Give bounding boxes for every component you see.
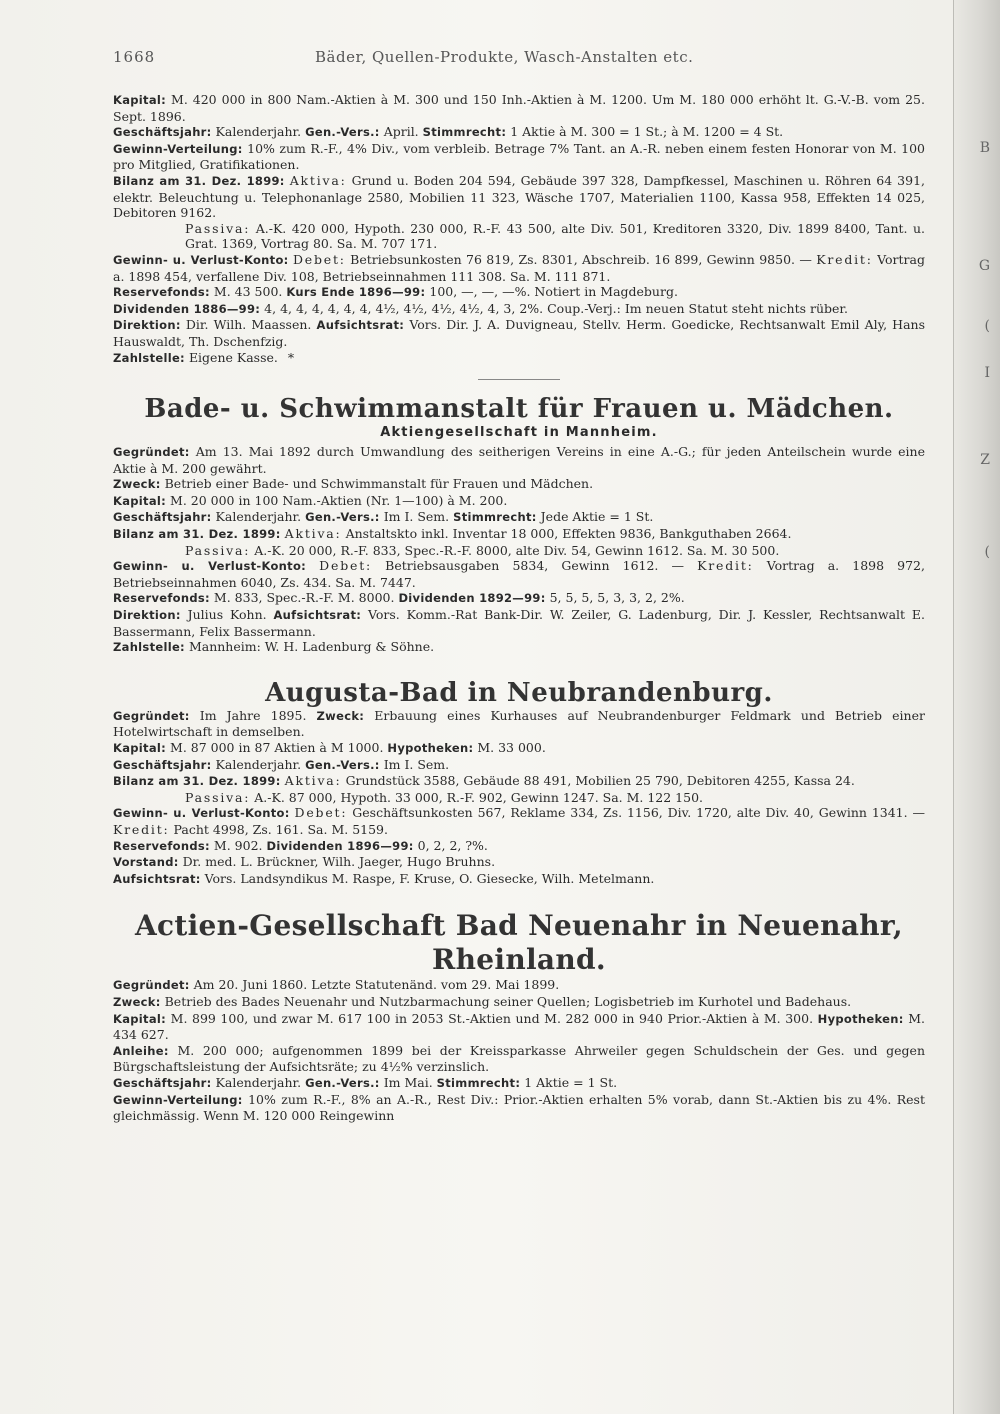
direktion-text: Julius Kohn. bbox=[187, 607, 267, 623]
gegruendet-text: Am 20. Juni 1860. Letzte Statutenänd. vom 29. Mai 1899. bbox=[193, 977, 560, 993]
kapital-label: Kapital: bbox=[113, 1011, 167, 1026]
entry-bad-neuenahr bbox=[113, 909, 925, 1123]
passiva-text: A.-K. 420 000, Hypoth. 230 000, R.-F. 43 500, alte Div. 501, Kreditoren 3320, Div. 1899 8400, Tant. u. Grat. 1369, Vortrag 80. Sa. M. 707 171. bbox=[185, 220, 925, 252]
vorstand-label: Vorstand: bbox=[113, 855, 179, 870]
page-content bbox=[113, 92, 925, 1124]
stimmrecht-label: Stimmrecht: bbox=[422, 125, 507, 140]
bilanz-entry bbox=[113, 526, 925, 543]
kapital-text: M. 420 000 in 800 Nam.-Aktien à M. 300 und 150 Inh.-Aktien à M. 1200. Um M. 180 000 erhöht lt. G.-V.-B. vom 25. Sept. 1896. bbox=[113, 92, 925, 124]
passiva-text: A.-K. 20 000, R.-F. 833, Spec.-R.-F. 8000, alte Div. 54, Gewinn 1612. Sa. M. 30 500. bbox=[254, 542, 780, 558]
vorstand-text: Dr. med. L. Brückner, Wilh. Jaeger, Hugo Bruhns. bbox=[182, 854, 496, 870]
dividenden-text: 0, 2, 2, ?%. bbox=[417, 837, 488, 853]
direktion-label: Direktion: bbox=[113, 608, 181, 623]
zahlstelle-label: Zahlstelle: bbox=[113, 640, 185, 655]
spacer bbox=[113, 887, 925, 909]
page-number: 1668 bbox=[113, 48, 156, 66]
dividenden-text: 4, 4, 4, 4, 4, 4, 4, 4½, 4½, 4½, 4½, 4, 3, 2%. Coup.-Verj.: Im neuen Statut steht nichts rüber. bbox=[264, 300, 849, 316]
entry-augusta-bad bbox=[113, 678, 925, 888]
dividenden-label: Dividenden 1892—99: bbox=[398, 591, 546, 606]
aufsichtsrat-text: Vors. Dir. J. A. Duvigneau, Stellv. Herm. Goedicke, Rechtsanwalt Emil Aly, Hans Hauswaldt, Th. Dschenfzig. bbox=[113, 317, 925, 349]
page-header bbox=[113, 48, 933, 72]
zweck-text: Erbauung eines Kurhauses auf Neubrandenburger Feldmark und Betrieb einer Hotelwirtschaft in demselben. bbox=[113, 707, 925, 740]
passiva-text: A.-K. 87 000, Hypoth. 33 000, R.-F. 902, Gewinn 1247. Sa. M. 122 150. bbox=[254, 789, 704, 805]
aufsichtsrat-label: Aufsichtsrat: bbox=[113, 871, 201, 886]
hypotheken-text: M. 33 000. bbox=[477, 740, 546, 755]
zahlstelle-entry bbox=[113, 350, 925, 367]
gegruendet-entry bbox=[113, 444, 925, 476]
genvers-label: Gen.-Vers.: bbox=[305, 1075, 380, 1090]
dividenden-entry bbox=[113, 301, 925, 318]
passiva-word: Passiva: bbox=[185, 542, 251, 558]
guv-entry bbox=[113, 805, 925, 837]
guv-label: Gewinn- u. Verlust-Konto: bbox=[113, 559, 307, 574]
direktion-entry bbox=[113, 607, 925, 639]
section-divider bbox=[478, 379, 560, 380]
genvers-label: Gen.-Vers.: bbox=[305, 510, 380, 525]
geschaeftsjahr-label: Geschäftsjahr: bbox=[113, 1075, 212, 1090]
gegruendet-text: Im Jahre 1895. bbox=[199, 707, 307, 723]
kapital-label: Kapital: bbox=[113, 93, 167, 107]
dividenden-text: 5, 5, 5, 5, 3, 3, 2, 2%. bbox=[549, 590, 685, 606]
entry-title: Actien-Gesellschaft Bad Neuenahr in Neuenahr, Rheinland. bbox=[135, 909, 903, 977]
debet-word: Debet: bbox=[294, 805, 348, 821]
kapital-entry bbox=[113, 493, 925, 510]
geschaeftsjahr-entry bbox=[113, 509, 925, 526]
reservefonds-label: Reservefonds: bbox=[113, 591, 210, 606]
running-title: Bäder, Quellen-Produkte, Wasch-Anstalten etc. bbox=[315, 48, 694, 66]
passiva-entry bbox=[113, 543, 925, 559]
geschaeftsjahr-text: Kalenderjahr. bbox=[215, 1074, 302, 1090]
zahlstelle-text: Eigene Kasse. bbox=[188, 349, 278, 365]
kredit-text: Vortrag a. 1898 454, verfallene Div. 108, Betriebseinnahmen 111 308. Sa. M. 111 871. bbox=[113, 251, 925, 284]
gewinn-verteilung-label: Gewinn-Verteilung: bbox=[113, 141, 243, 156]
stimmrecht-text: Jede Aktie = 1 St. bbox=[540, 509, 654, 525]
kapital-text: M. 87 000 in 87 Aktien à M 1000. bbox=[170, 740, 384, 755]
reservefonds-text: M. 902. bbox=[213, 837, 263, 853]
gegruendet-entry bbox=[113, 977, 925, 994]
reservefonds-text: M. 43 500. bbox=[213, 284, 283, 300]
debet-word: Debet: bbox=[319, 558, 373, 574]
zahlstelle-label: Zahlstelle: bbox=[113, 350, 185, 365]
margin-char: ( bbox=[984, 318, 990, 334]
entry-title: Bade- u. Schwimmanstalt für Frauen u. Mädchen. bbox=[144, 394, 894, 425]
zweck-label: Zweck: bbox=[316, 708, 365, 723]
genvers-text: Im I. Sem. bbox=[383, 756, 450, 772]
aufsichtsrat-label: Aufsichtsrat: bbox=[273, 608, 362, 623]
kapital-label: Kapital: bbox=[113, 493, 167, 508]
aufsichtsrat-label: Aufsichtsrat: bbox=[316, 318, 405, 333]
bilanz-label: Bilanz am 31. Dez. 1899: bbox=[113, 774, 281, 789]
aktiva-text: Anstaltskto inkl. Inventar 18 000, Effekten 9836, Bankguthaben 2664. bbox=[345, 526, 792, 542]
zahlstelle-entry bbox=[113, 639, 925, 656]
anleihe-text: M. 200 000; aufgenommen 1899 bei der Kreissparkasse Ahrweiler gegen Schuldschein der Ges. und gegen Bürgschaftsleistung der Aufsichtsräte; zu 4½% verzinslich. bbox=[113, 1042, 925, 1075]
guv-label: Gewinn- u. Verlust-Konto: bbox=[113, 806, 290, 821]
aktiva-word: Aktiva: bbox=[284, 526, 342, 542]
genvers-text: Im Mai. bbox=[383, 1074, 433, 1090]
gegruendet-label: Gegründet: bbox=[113, 978, 190, 993]
zweck-text: Betrieb des Bades Neuenahr und Nutzbarmachung seiner Quellen; Logisbetrieb im Kurhotel und Badehaus. bbox=[164, 993, 852, 1009]
aufsichtsrat-text: Vors. Komm.-Rat Bank-Dir. W. Zeiler, G. Ladenburg, Dir. J. Kessler, Rechtsanwalt E. Bassermann, Felix Bassermann. bbox=[113, 607, 926, 639]
zweck-label: Zweck: bbox=[113, 994, 161, 1009]
guv-entry bbox=[113, 252, 925, 284]
hypotheken-label: Hypotheken: bbox=[387, 741, 474, 755]
reservefonds-entry bbox=[113, 590, 925, 607]
bilanz-entry bbox=[113, 173, 925, 221]
kurs-label: Kurs Ende 1896—99: bbox=[286, 285, 426, 300]
kredit-word: Kredit: bbox=[816, 251, 873, 267]
debet-text: Geschäftsunkosten 567, Reklame 334, Zs. 1156, Div. 1720, alte Div. 40, Gewinn 1341. — bbox=[352, 805, 925, 821]
zweck-entry bbox=[113, 476, 925, 493]
direktion-label: Direktion: bbox=[113, 318, 181, 333]
stimmrecht-label: Stimmrecht: bbox=[453, 510, 537, 525]
entry-subtitle: Aktiengesellschaft in Mannheim. bbox=[380, 425, 658, 441]
zweck-text: Betrieb einer Bade- und Schwimmanstalt für Frauen und Mädchen. bbox=[164, 476, 594, 492]
margin-char: I bbox=[984, 365, 990, 381]
reservefonds-label: Reservefonds: bbox=[113, 838, 210, 853]
margin-char: B bbox=[979, 140, 990, 156]
geschaeftsjahr-entry bbox=[113, 1075, 925, 1092]
kapital-label: Kapital: bbox=[113, 741, 167, 755]
passiva-word: Passiva: bbox=[185, 220, 251, 236]
direktion-text: Dir. Wilh. Maassen. bbox=[185, 317, 312, 333]
gewinn-verteilung-entry bbox=[113, 141, 925, 173]
adjacent-page-edge bbox=[953, 0, 1000, 1414]
bilanz-label: Bilanz am 31. Dez. 1899: bbox=[113, 527, 281, 542]
genvers-text: April. bbox=[383, 124, 419, 140]
zweck-label: Zweck: bbox=[113, 477, 161, 492]
kapital-entry bbox=[113, 740, 925, 757]
kredit-word: Kredit: bbox=[113, 821, 170, 837]
bilanz-label: Bilanz am 31. Dez. 1899: bbox=[113, 173, 285, 188]
dividenden-label: Dividenden 1886—99: bbox=[113, 301, 261, 316]
gewinn-verteilung-entry bbox=[113, 1092, 925, 1124]
aktiva-word: Aktiva: bbox=[284, 773, 342, 789]
kapital-entry bbox=[113, 92, 925, 124]
geschaeftsjahr-entry bbox=[113, 124, 925, 141]
debet-word: Debet: bbox=[292, 251, 346, 267]
reservefonds-text: M. 833, Spec.-R.-F. M. 8000. bbox=[213, 590, 395, 606]
aktiva-word: Aktiva: bbox=[289, 172, 347, 188]
guv-label: Gewinn- u. Verlust-Konto: bbox=[113, 252, 289, 267]
geschaeftsjahr-entry bbox=[113, 757, 925, 774]
geschaeftsjahr-label: Geschäftsjahr: bbox=[113, 757, 212, 772]
hypotheken-label: Hypotheken: bbox=[817, 1011, 904, 1026]
kredit-word: Kredit: bbox=[697, 558, 754, 574]
gewinn-verteilung-label: Gewinn-Verteilung: bbox=[113, 1092, 243, 1107]
kapital-entry bbox=[113, 1011, 925, 1043]
passiva-entry bbox=[113, 221, 925, 252]
footnote-star: * bbox=[287, 349, 295, 365]
hypotheken-text: M. 434 627. bbox=[113, 1010, 925, 1043]
kapital-text: M. 899 100, und zwar M. 617 100 in 2053 St.-Aktien und M. 282 000 in 940 Prior.-Aktien à M. 300. bbox=[170, 1010, 814, 1026]
entry-bade-schwimmanstalt bbox=[113, 394, 925, 656]
debet-text: Betriebsunkosten 76 819, Zs. 8301, Abschreib. 16 899, Gewinn 9850. — bbox=[350, 251, 812, 267]
kurs-text: 100, —, —, —%. Notiert in Magdeburg. bbox=[429, 284, 678, 300]
margin-char: ( bbox=[984, 544, 990, 560]
stimmrecht-text: 1 Aktie = 1 St. bbox=[524, 1074, 618, 1090]
reservefonds-label: Reservefonds: bbox=[113, 285, 210, 300]
gewinn-verteilung-text: 10% zum R.-F., 8% an A.-R., Rest Div.: Prior.-Aktien erhalten 5% vorab, dann St.-Aktien bis zu 4%. Rest gleichmässig. Wenn M. 120 000 Reingewinn bbox=[113, 1091, 925, 1124]
anleihe-entry bbox=[113, 1043, 925, 1075]
aufsichtsrat-entry bbox=[113, 871, 925, 888]
section-continued-entry bbox=[113, 92, 925, 366]
geschaeftsjahr-label: Geschäftsjahr: bbox=[113, 510, 212, 525]
geschaeftsjahr-text: Kalenderjahr. bbox=[215, 509, 302, 525]
geschaeftsjahr-text: Kalenderjahr. bbox=[215, 124, 302, 140]
spacer bbox=[113, 656, 925, 678]
kapital-text: M. 20 000 in 100 Nam.-Aktien (Nr. 1—100) à M. 200. bbox=[170, 492, 508, 508]
gegruendet-text: Am 13. Mai 1892 durch Umwandlung des seitherigen Vereins in eine A.-G.; für jeden Anteilschein wurde eine Aktie à M. 200 gewährt. bbox=[113, 444, 925, 476]
aktiva-text: Grundstück 3588, Gebäude 88 491, Mobilien 25 790, Debitoren 4255, Kassa 24. bbox=[345, 773, 855, 789]
passiva-entry bbox=[113, 790, 925, 806]
aufsichtsrat-text: Vors. Landsyndikus M. Raspe, F. Kruse, O. Giesecke, Wilh. Metelmann. bbox=[204, 870, 655, 886]
genvers-text: Im I. Sem. bbox=[383, 509, 450, 525]
kredit-text: Pacht 4998, Zs. 161. Sa. M. 5159. bbox=[173, 821, 388, 837]
entry-title: Augusta-Bad in Neubrandenburg. bbox=[265, 677, 773, 708]
zahlstelle-text: Mannheim: W. H. Ladenburg & Söhne. bbox=[188, 639, 435, 655]
aktiva-text: Grund u. Boden 204 594, Gebäude 397 328, Dampfkessel, Maschinen u. Röhren 64 391, elektr. Beleuchtung u. Telephonanlage 2580, Mobilien 11 323, Wäsche 1707, Materialien 1100, Kassa 958, Effekten 14 025, Debitoren 9162. bbox=[113, 172, 925, 221]
margin-char: Z bbox=[980, 452, 990, 468]
genvers-label: Gen.-Vers.: bbox=[305, 757, 380, 772]
gegruendet-label: Gegründet: bbox=[113, 445, 190, 460]
stimmrecht-label: Stimmrecht: bbox=[436, 1075, 521, 1090]
gewinn-verteilung-text: 10% zum R.-F., 4% Div., vom verbleib. Betrage 7% Tant. an A.-R. neben einem festen Honorar von M. 100 pro Mitglied, Gratifikationen. bbox=[113, 140, 925, 173]
passiva-word: Passiva: bbox=[185, 789, 251, 805]
gegruendet-label: Gegründet: bbox=[113, 708, 190, 723]
direktion-entry bbox=[113, 317, 925, 349]
dividenden-label: Dividenden 1896—99: bbox=[266, 838, 414, 853]
margin-char: G bbox=[978, 258, 990, 274]
reservefonds-entry bbox=[113, 838, 925, 855]
zweck-entry bbox=[113, 994, 925, 1011]
kredit-text: Vortrag a. 1898 972, Betriebseinnahmen 6040, Zs. 434. Sa. M. 7447. bbox=[113, 558, 925, 590]
anleihe-label: Anleihe: bbox=[113, 1043, 169, 1058]
debet-text: Betriebsausgaben 5834, Gewinn 1612. — bbox=[385, 558, 685, 574]
geschaeftsjahr-label: Geschäftsjahr: bbox=[113, 125, 212, 140]
geschaeftsjahr-text: Kalenderjahr. bbox=[215, 756, 302, 772]
stimmrecht-text: 1 Aktie à M. 300 = 1 St.; à M. 1200 = 4 St. bbox=[510, 124, 784, 140]
gegruendet-entry bbox=[113, 708, 925, 740]
vorstand-entry bbox=[113, 854, 925, 871]
genvers-label: Gen.-Vers.: bbox=[305, 125, 380, 140]
guv-entry bbox=[113, 558, 925, 590]
reservefonds-entry bbox=[113, 284, 925, 301]
bilanz-entry bbox=[113, 773, 925, 790]
